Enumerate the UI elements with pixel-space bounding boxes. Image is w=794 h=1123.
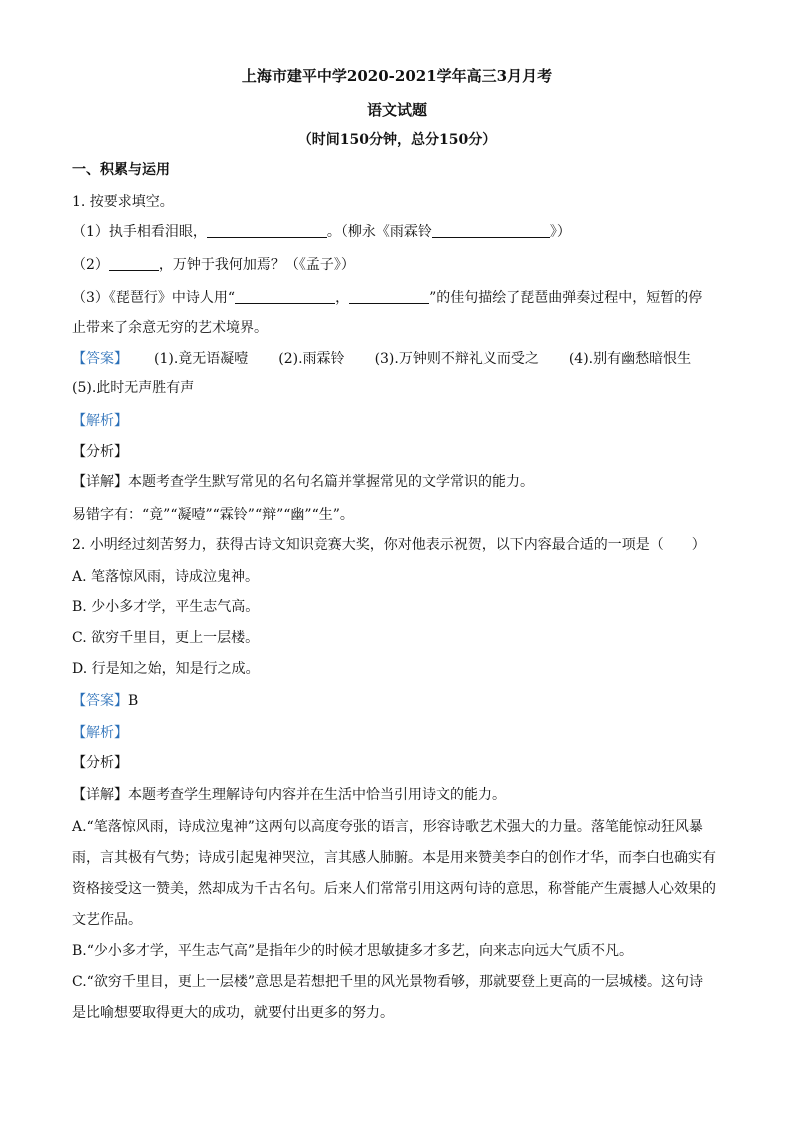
q1-fenxi-tag: 【分析】 (72, 444, 128, 460)
q1-item3-text-c: ”的佳句描绘了琵琶曲弹奏过程中，短暂的停 (429, 290, 703, 306)
q1-item2-text-b: ，万钟于我何加焉？（《孟子》） (158, 257, 355, 273)
answer-tag: 【答案】 (72, 351, 128, 367)
q2-explain-a-line1: A.“笔落惊风雨，诗成泣鬼神”这两句以高度夸张的语言，形容诗歌艺术强大的力量。落笔能惊动狂风暴 (72, 819, 703, 835)
q1-item1-text-a: （1）执手相看泪眼， (72, 224, 207, 240)
q1-item3-text-a: （3）《琵琶行》中诗人用“ (72, 290, 236, 306)
answer-blank[interactable] (235, 289, 335, 304)
q1-item2-text-a: （2） (72, 257, 109, 273)
section-heading: 一、积累与运用 (72, 162, 170, 178)
q1-item3-continued: 止带来了余意无穷的艺术境界。 (72, 320, 268, 336)
answer-blank[interactable] (207, 223, 327, 238)
answer-tag: 【答案】 (72, 693, 128, 709)
detail-text: 本题考查学生理解诗句内容并在生活中恰当引用诗文的能力。 (128, 787, 506, 803)
q2-explain-b: B.“少小多才学，平生志气高”是指年少的时候才思敏捷多才多艺，向来志向远大气质不凡。 (72, 943, 634, 959)
detail-tag: 【详解】 (72, 787, 128, 803)
q2-explain-a-line2: 雨，言其极有气势；诗成引起鬼神哭泣，言其感人肺腑。本是用来赞美李白的创作才华，而李白也确实有 (72, 850, 716, 866)
q1-item3-text-b: ， (335, 290, 350, 306)
q1-answer-5: (5).此时无声胜有声 (72, 380, 195, 396)
q1-stem: 1. 按要求填空。 (72, 194, 174, 210)
q1-item1 (72, 222, 732, 242)
q2-answer: B (128, 693, 139, 709)
exam-title: 上海市建平中学2020-2021学年高三3月月考 (241, 67, 553, 85)
q1-answer-1: (1).竟无语凝噎 (154, 351, 249, 367)
q2-fenxi-tag: 【分析】 (72, 755, 128, 771)
detail-tag: 【详解】 (72, 474, 128, 490)
answer-blank[interactable] (109, 256, 159, 271)
q2-explain-c-line1: C.“欲穷千里目，更上一层楼”意思是若想把千里的风光景物看够，那就要登上更高的一层城楼。这句诗 (72, 974, 703, 990)
q2-explain-a-line4: 文艺作品。 (72, 912, 142, 928)
answer-blank[interactable] (432, 223, 550, 238)
q1-answer-3: (3).万钟则不辩礼义而受之 (374, 351, 539, 367)
q2-option-a: A. 笔落惊风雨，诗成泣鬼神。 (72, 569, 260, 585)
q2-detail (72, 785, 732, 805)
q2-explain-c-line2: 是比喻想要取得更大的成功，就要付出更多的努力。 (72, 1005, 394, 1021)
q1-item1-text-b: 。（柳永《雨霖铃 (326, 224, 432, 240)
q2-answer-line (72, 691, 732, 711)
q1-item3 (72, 288, 732, 308)
q1-item2 (72, 255, 732, 275)
q2-explain-a-line3: 资格接受这一赞美，然却成为千古名句。后来人们常常引用这两句诗的意思，称誉能产生震撼人心效果的 (72, 881, 716, 897)
detail-text: 本题考查学生默写常见的名句名篇并掌握常见的文学常识的能力。 (128, 474, 534, 490)
q2-option-d: D. 行是知之始，知是行之成。 (72, 661, 260, 677)
q1-item1-text-c: 》） (549, 224, 571, 240)
q1-answer-2: (2).雨霖铃 (278, 351, 345, 367)
q2-option-c: C. 欲穷千里目，更上一层楼。 (72, 630, 260, 646)
q1-analysis-tag: 【解析】 (72, 413, 128, 429)
q1-typo-note: 易错字有：“竟”“凝噎”“霖铃”“辩”“幽”“生”。 (72, 507, 354, 523)
exam-info: （时间150分钟，总分150分） (297, 132, 497, 148)
q1-answer-4: (4).别有幽愁暗恨生 (568, 351, 692, 367)
q2-analysis-tag: 【解析】 (72, 725, 128, 741)
q1-answer-line (72, 349, 732, 369)
q2-stem: 2. 小明经过刻苦努力，获得古诗文知识竞赛大奖，你对他表示祝贺，以下内容最合适的一项是（ ） (72, 537, 706, 553)
exam-subject: 语文试题 (366, 101, 427, 119)
q1-detail (72, 472, 732, 492)
answer-blank[interactable] (349, 289, 429, 304)
q2-option-b: B. 少小多才学，平生志气高。 (72, 599, 260, 615)
